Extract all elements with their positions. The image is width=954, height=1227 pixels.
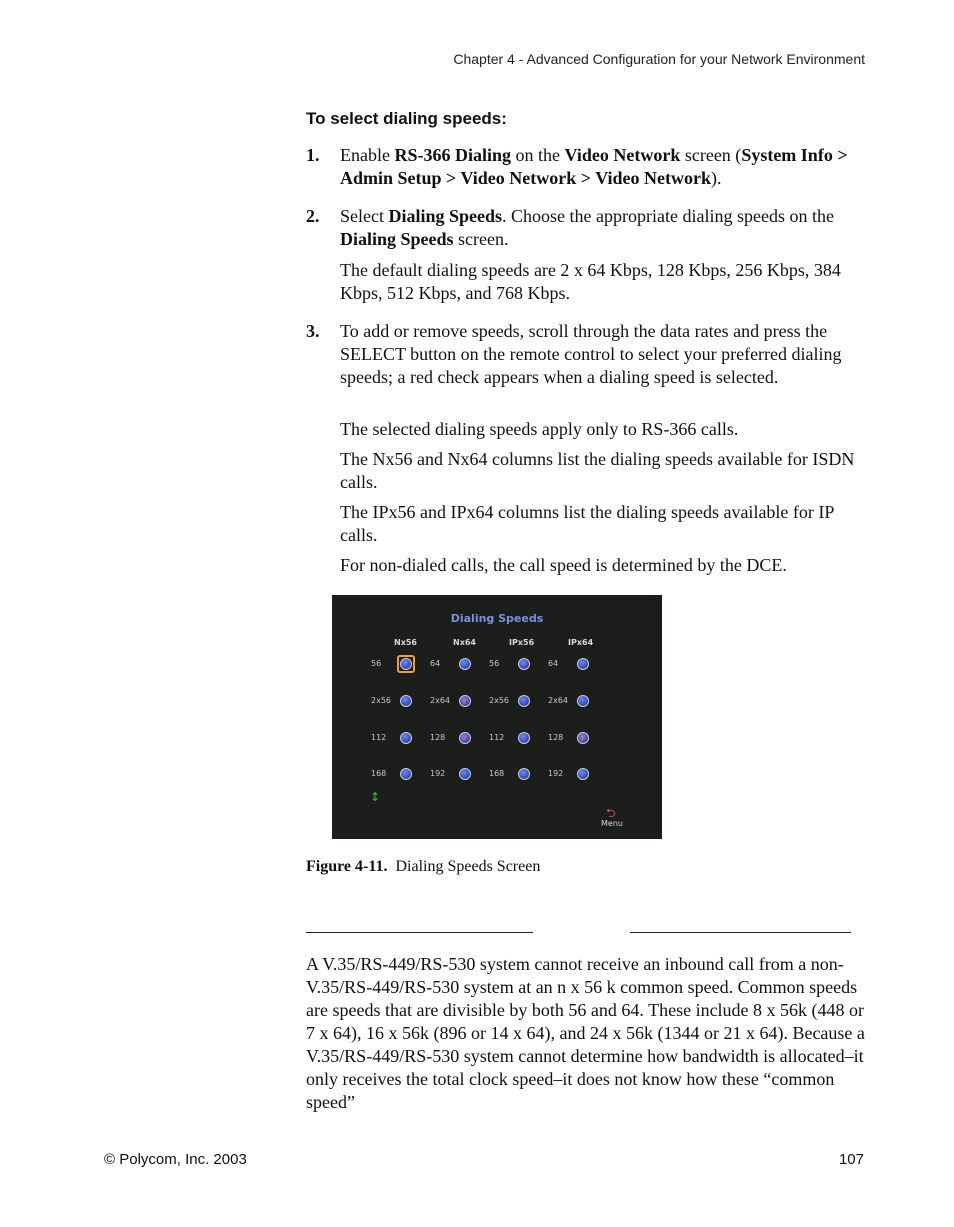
speed-checkbox[interactable] xyxy=(518,732,530,744)
rate-label: 128 xyxy=(430,733,446,742)
speed-checkbox[interactable] xyxy=(577,695,589,707)
step-note: The default dialing speeds are 2 x 64 Kbps, 128 Kbps, 256 Kbps, 384 Kbps, 512 Kbps, and 768 Kbps. xyxy=(340,260,841,303)
rate-label: 64 xyxy=(548,659,559,668)
rate-label: 2x64 xyxy=(430,696,451,705)
step-number: 3. xyxy=(306,321,320,341)
footer-copyright: © Polycom, Inc. 2003 xyxy=(104,1151,247,1168)
divider-left xyxy=(306,932,533,933)
step-note: The Nx56 and Nx64 columns list the dialing speeds available for ISDN calls. xyxy=(340,449,855,492)
column-header-nx56: Nx56 xyxy=(394,638,417,647)
page-number: 107 xyxy=(838,1151,864,1168)
speed-checkbox[interactable] xyxy=(400,732,412,744)
divider-right xyxy=(630,932,851,933)
speed-checkbox[interactable] xyxy=(518,695,530,707)
rate-label: 56 xyxy=(371,659,382,668)
figure-caption-text: Dialing Speeds Screen xyxy=(395,858,541,875)
back-arrow-icon[interactable]: ⮌ xyxy=(606,806,616,820)
step-2 xyxy=(306,205,871,251)
dialing-speeds-screenshot xyxy=(332,595,662,839)
speed-checkbox[interactable] xyxy=(459,658,471,670)
figure-label: Figure 4-11. xyxy=(306,858,388,875)
step-text: To add or remove speeds, scroll through the data rates and press the SELECT button on the remote control to select your preferred dialing speeds; a red check appears when a dialing speed is selected. xyxy=(340,321,842,387)
speed-checkbox[interactable] xyxy=(400,658,412,670)
menu-label[interactable]: Menu xyxy=(601,819,623,828)
rate-label: 128 xyxy=(548,733,564,742)
procedure-title: To select dialing speeds: xyxy=(306,109,507,128)
speed-checkbox[interactable] xyxy=(400,768,412,780)
rate-label: 168 xyxy=(371,769,387,778)
step-3 xyxy=(306,320,871,389)
rate-label: 64 xyxy=(430,659,441,668)
step-text: Select Dialing Speeds. Choose the appropriate dialing speeds on the Dialing Speeds screen. xyxy=(340,206,834,249)
column-header-nx64: Nx64 xyxy=(453,638,476,647)
column-header-ipx64: IPx64 xyxy=(568,638,594,647)
screen-title: Dialing Speeds xyxy=(450,612,544,625)
speed-checkbox[interactable] xyxy=(459,768,471,780)
step-note: For non-dialed calls, the call speed is determined by the DCE. xyxy=(340,555,787,575)
chapter-header: Chapter 4 - Advanced Configuration for your Network Environment xyxy=(453,51,865,67)
speed-checkbox[interactable] xyxy=(518,768,530,780)
step-text: Enable RS-366 Dialing on the Video Network screen (System Info > Admin Setup > Video Network > Video Network). xyxy=(340,145,848,188)
speed-checkbox[interactable] xyxy=(400,695,412,707)
step-1 xyxy=(306,144,871,190)
rate-label: 2x56 xyxy=(371,696,392,705)
speed-checkbox[interactable] xyxy=(577,658,589,670)
step-note: The selected dialing speeds apply only to RS-366 calls. xyxy=(340,419,739,439)
step-number: 2. xyxy=(306,206,320,226)
rate-label: 56 xyxy=(489,659,500,668)
speed-checkbox-checked[interactable] xyxy=(459,732,471,744)
figure-caption xyxy=(306,858,540,876)
rate-label: 168 xyxy=(489,769,505,778)
step-number: 1. xyxy=(306,145,320,165)
speed-checkbox[interactable] xyxy=(518,658,530,670)
rate-label: 2x56 xyxy=(489,696,510,705)
rate-label: 2x64 xyxy=(548,696,569,705)
speed-checkbox-checked[interactable] xyxy=(459,695,471,707)
speed-checkbox-checked[interactable] xyxy=(577,732,589,744)
rate-label: 192 xyxy=(548,769,564,778)
rate-label: 192 xyxy=(430,769,446,778)
speed-checkbox[interactable] xyxy=(577,768,589,780)
body-paragraph: A V.35/RS-449/RS-530 system cannot receive an inbound call from a non-V.35/RS-449/RS-530 system at an n x 56 k common speed. Common speeds are speeds that are divisible by both 56 and 64. These include 8 x 56k (448 or 7 x 64), 16 x 56k (896 or 14 x 64), and 24 x 56k (1344 or 21 x 64). Because a V.35/RS-449/RS-530 system cannot determine how bandwidth is allocated–it only receives the total clock speed–it does not know how these “common speed” xyxy=(306,954,865,1112)
column-header-ipx56: IPx56 xyxy=(509,638,535,647)
rate-label: 112 xyxy=(489,733,505,742)
step-note: The IPx56 and IPx64 columns list the dialing speeds available for IP calls. xyxy=(340,502,834,545)
rate-label: 112 xyxy=(371,733,387,742)
scroll-arrows-icon: ↕ xyxy=(370,790,381,804)
